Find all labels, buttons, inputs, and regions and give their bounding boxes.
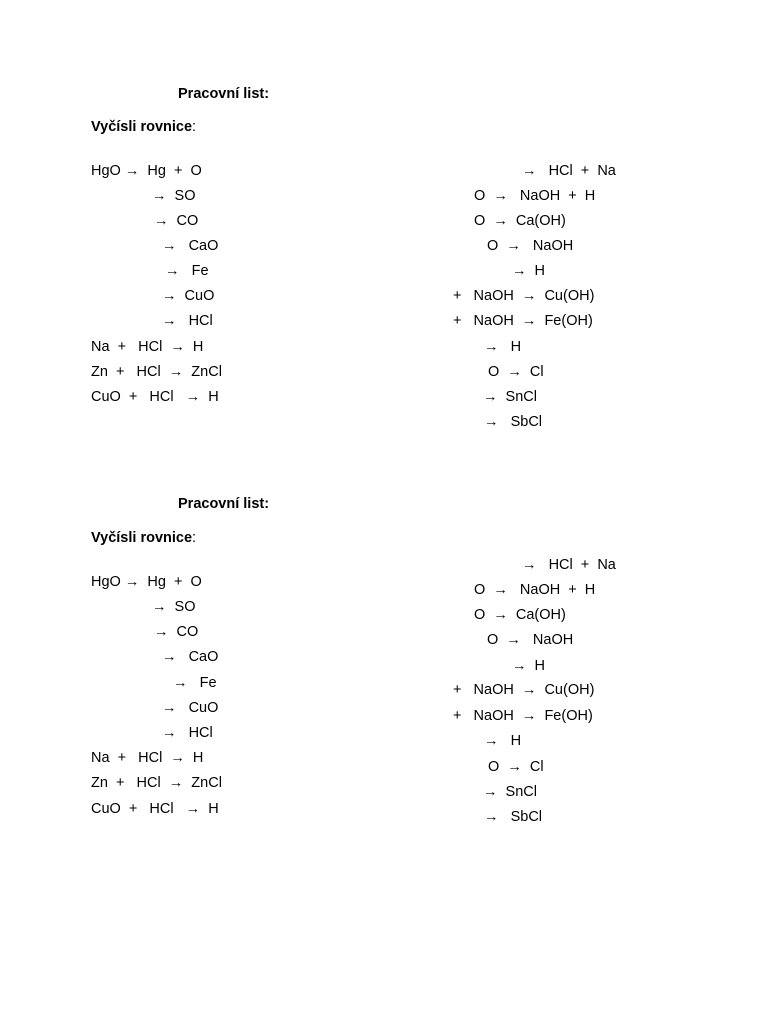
equation-left-6: → CuO xyxy=(162,288,215,304)
equation-left-4: → CaO xyxy=(162,238,219,254)
equation-right-2: O → NaOH + H xyxy=(474,188,596,204)
equation-right-2: O → NaOH + H xyxy=(474,582,596,598)
equation-right-7: + NaOH → Fe(OH) xyxy=(453,708,593,724)
equation-right-8: → H xyxy=(484,733,522,749)
equation-right-6: + NaOH → Cu(OH) xyxy=(453,682,595,698)
equation-right-4: O → NaOH xyxy=(487,238,574,254)
equation-right-9: O → Cl xyxy=(488,759,544,775)
equation-left-2: → SO xyxy=(152,599,196,615)
worksheet-title: Pracovní list: xyxy=(178,496,270,512)
equation-right-5: → H xyxy=(512,263,546,279)
equation-right-11: → SbCl xyxy=(484,414,543,430)
equation-left-7: → HCl xyxy=(162,313,213,329)
equation-right-11: → SbCl xyxy=(484,809,543,825)
equation-left-2: → SO xyxy=(152,188,196,204)
equation-right-5: → H xyxy=(512,658,546,674)
equation-right-1: → HCl + Na xyxy=(522,163,616,179)
equation-right-6: + NaOH → Cu(OH) xyxy=(453,288,595,304)
equation-left-1: HgO → Hg + O xyxy=(91,574,202,590)
worksheet-instruction xyxy=(91,530,196,546)
equation-right-10: → SnCl xyxy=(483,784,537,800)
equation-left-3: → CO xyxy=(154,624,199,640)
equation-left-10: CuO + HCl → H xyxy=(91,389,219,405)
equation-right-3: O → Ca(OH) xyxy=(474,213,566,229)
instruction-colon: : xyxy=(192,119,197,135)
worksheet-instruction xyxy=(91,119,196,135)
equation-right-10: → SnCl xyxy=(483,389,537,405)
equation-left-5: → Fe xyxy=(173,675,217,691)
equation-left-7: → HCl xyxy=(162,725,213,741)
equation-right-3: O → Ca(OH) xyxy=(474,607,566,623)
equation-right-7: + NaOH → Fe(OH) xyxy=(453,313,593,329)
equation-right-4: O → NaOH xyxy=(487,632,574,648)
equation-right-9: O → Cl xyxy=(488,364,544,380)
instruction-text: Vyčísli rovnice xyxy=(91,530,193,546)
instruction-text: Vyčísli rovnice xyxy=(91,119,193,135)
equation-left-6: → CuO xyxy=(162,700,219,716)
equation-left-8: Na + HCl → H xyxy=(91,750,204,766)
equation-left-3: → CO xyxy=(154,213,199,229)
equation-left-5: → Fe xyxy=(165,263,209,279)
equation-right-8: → H xyxy=(484,339,522,355)
equation-right-1: → HCl + Na xyxy=(522,557,616,573)
worksheet-2 xyxy=(0,410,768,830)
instruction-colon: : xyxy=(192,530,197,546)
equation-left-9: Zn + HCl → ZnCl xyxy=(91,775,222,791)
equation-left-4: → CaO xyxy=(162,649,219,665)
worksheet-title: Pracovní list: xyxy=(178,86,270,102)
equation-left-1: HgO → Hg + O xyxy=(91,163,202,179)
equation-left-8: Na + HCl → H xyxy=(91,339,204,355)
equation-left-9: Zn + HCl → ZnCl xyxy=(91,364,222,380)
equation-left-10: CuO + HCl → H xyxy=(91,801,219,817)
worksheet-1 xyxy=(0,0,768,430)
